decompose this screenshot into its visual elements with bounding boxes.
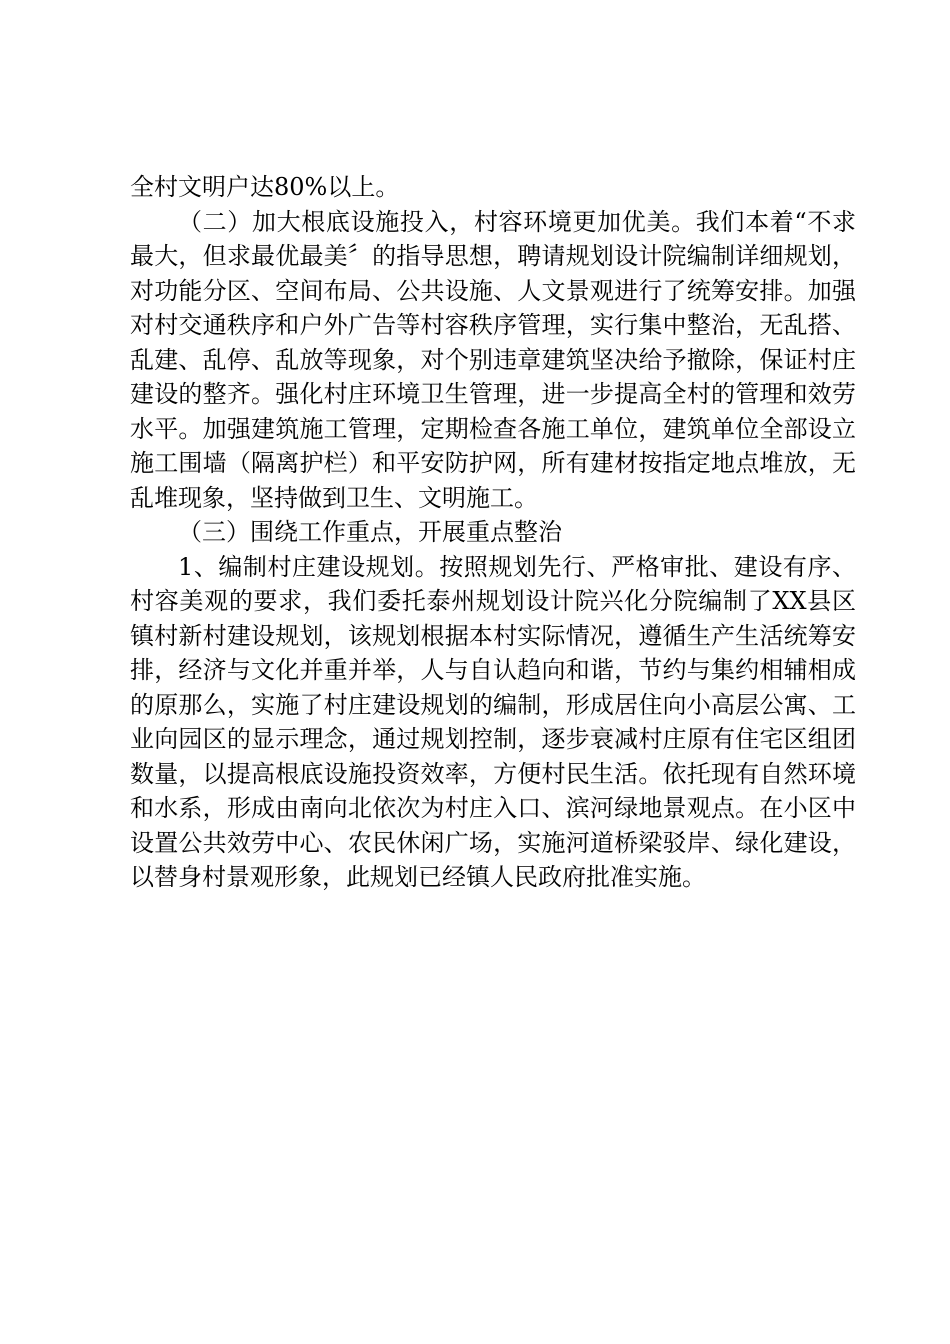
paragraph-continuation: 全村文明户达80%以上。 — [130, 173, 400, 201]
paragraph-planning: 1、编制村庄建设规划。按照规划先行、严格审批、建设有序、村容美观的要求，我们委托泰州规划设计院兴化分院编制了XX县区镇村新村建设规划，该规划根据本村实际情况，遵循生产生活统筹安排，经济与文化并重并举，人与自认趋向和谐，节约与集约相辅相成的原那么，实施了村庄建设规划的编制，形成居住向小高层公寓、工业向园区的显示理念，通过规划控制，逐步衰减村庄原有住宅区组团数量，以提高根底设施投资效率，方便村民生活。依托现有自然环境和水系，形成由南向北依次为村庄入口、滨河绿地景观点。在小区中设置公共效劳中心、农民休闲广场，实施河道桥梁驳岸、绿化建设，以替身村景观形象，此规划已经镇人民政府批准实施。 — [130, 552, 856, 891]
paragraph-infrastructure: （二）加大根底设施投入，村容环境更加优美。我们本着“不求最大，但求最优最美〞的指导思想，聘请规划设计院编制详细规划，对功能分区、空间布局、公共设施、人文景观进行了统筹安排。加强对村交通秩序和户外广告等村容秩序管理，实行集中整治，无乱搭、乱建、乱停、乱放等现象，对个别违章建筑坚决给予撤除，保证村庄建设的整齐。强化村庄环境卫生管理，进一步提高全村的管理和效劳水平。加强建筑施工管理，定期检查各施工单位，建筑单位全部设立施工围墙（隔离护栏）和平安防护网，所有建材按指定地点堆放，无乱堆现象，坚持做到卫生、文明施工。 — [130, 207, 856, 512]
paragraph-section-heading: （三）围绕工作重点，开展重点整治 — [178, 518, 562, 546]
document-body — [130, 170, 856, 895]
